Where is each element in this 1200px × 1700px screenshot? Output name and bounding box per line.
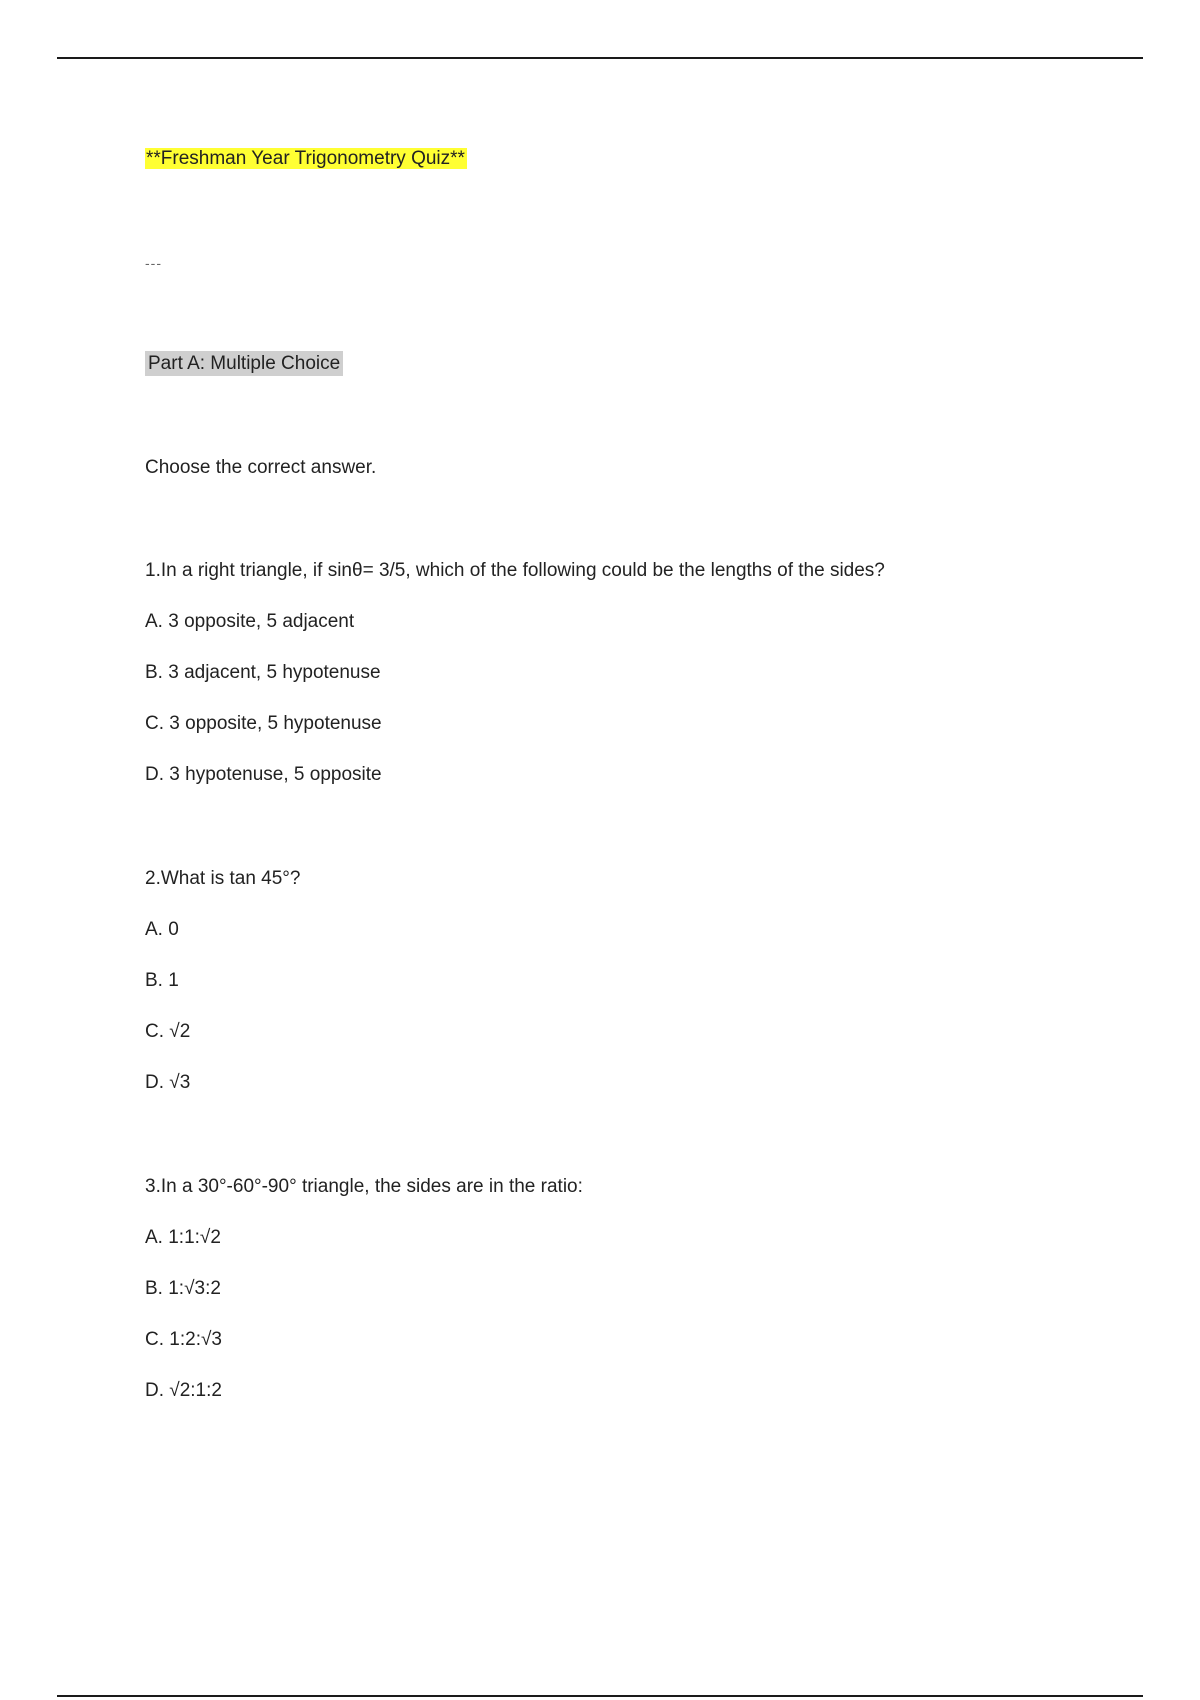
quiz-title-line xyxy=(145,146,467,172)
question-1-option-b: B. 3 adjacent, 5 hypotenuse xyxy=(145,662,381,683)
question-2-option-d: D. √3 xyxy=(145,1072,191,1093)
question-2-option-b: B. 1 xyxy=(145,970,179,991)
footer-rule xyxy=(57,1695,1143,1697)
instructions: Choose the correct answer. xyxy=(145,457,377,478)
question-1-option-a: A. 3 opposite, 5 adjacent xyxy=(145,611,355,632)
part-heading: Part A: Multiple Choice xyxy=(145,351,343,376)
question-2-prompt: 2.What is tan 45°? xyxy=(145,868,301,889)
question-1-option-c: C. 3 opposite, 5 hypotenuse xyxy=(145,713,382,734)
question-3-option-d: D. √2:1:2 xyxy=(145,1380,222,1401)
question-2-option-c: C. √2 xyxy=(145,1021,191,1042)
question-2-option-a: A. 0 xyxy=(145,919,179,940)
question-1-option-d: D. 3 hypotenuse, 5 opposite xyxy=(145,764,382,785)
header-rule xyxy=(57,57,1143,59)
part-heading-line xyxy=(145,351,343,377)
quiz-title: **Freshman Year Trigonometry Quiz** xyxy=(146,148,465,169)
question-1-prompt: 1.In a right triangle, if sinθ= 3/5, which of the following could be the lengths of the sides? xyxy=(145,560,885,581)
question-3-option-a: A. 1:1:√2 xyxy=(145,1227,221,1248)
question-3-option-c: C. 1:2:√3 xyxy=(145,1329,222,1350)
question-3-prompt: 3.In a 30°-60°-90° triangle, the sides are in the ratio: xyxy=(145,1176,583,1197)
separator: --- xyxy=(145,255,162,271)
question-3-option-b: B. 1:√3:2 xyxy=(145,1278,221,1299)
